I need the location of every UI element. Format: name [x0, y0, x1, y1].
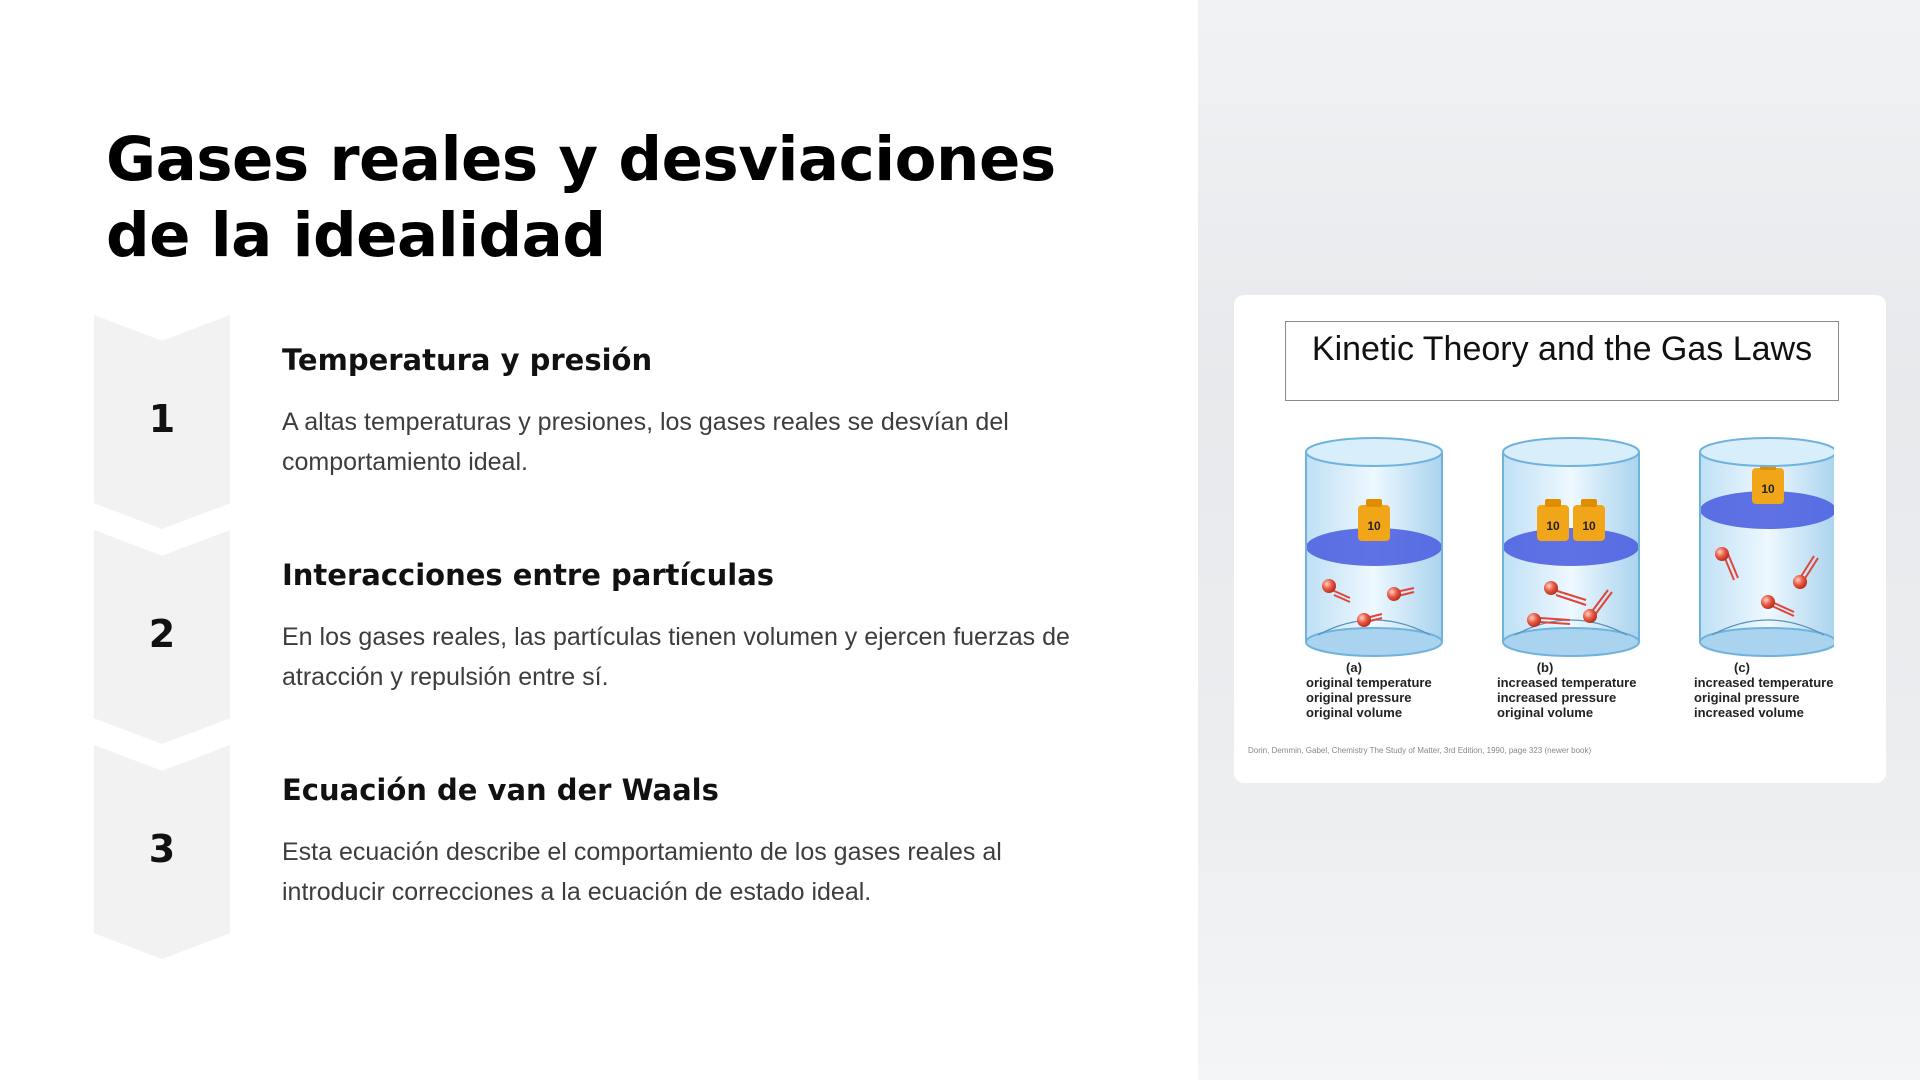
panel-c-line3: increased volume	[1694, 705, 1804, 720]
weight-label: 10	[1761, 482, 1775, 496]
weight-label: 10	[1582, 519, 1596, 533]
step-1-number: 1	[148, 397, 176, 441]
cylinder-c	[1700, 438, 1834, 656]
cylinders-illustration	[1294, 430, 1834, 660]
panel-a-line2: original pressure	[1306, 690, 1412, 705]
panel-a-line3: original volume	[1306, 705, 1403, 720]
cylinder-a	[1306, 438, 1442, 656]
step-1-description: A altas temperaturas y presiones, los gases reales se desvían del comportamiento ideal.	[282, 408, 1009, 476]
panel-c-line1: increased temperature	[1694, 675, 1834, 690]
step-1-title: Temperatura y presión	[282, 343, 653, 377]
step-3-number: 3	[148, 827, 176, 871]
panel-a-label: (a)	[1346, 660, 1362, 675]
panel-b-line2: increased pressure	[1497, 690, 1617, 705]
panel-c-line2: original pressure	[1694, 690, 1800, 705]
step-3-description: Esta ecuación describe el comportamiento de los gases reales al introducir correcciones a la ecuación de estado ideal.	[282, 838, 1002, 906]
step-2-description: En los gases reales, las partículas tienen volumen y ejercen fuerzas de atracción y repulsión entre sí.	[282, 623, 1070, 691]
panel-b-line1: increased temperature	[1497, 675, 1637, 690]
weight-label: 10	[1546, 519, 1560, 533]
panel-b-line3: original volume	[1497, 705, 1594, 720]
figure-title-box	[1285, 321, 1839, 401]
figure-credit: Dorin, Demmin, Gabel, Chemistry The Study of Matter, 3rd Edition, 1990, page 323 (newer book)	[1248, 746, 1592, 755]
step-3-title: Ecuación de van der Waals	[282, 773, 719, 807]
panel-b-label: (b)	[1536, 660, 1554, 675]
weight-label: 10	[1367, 519, 1381, 533]
slide-title: Gases reales y desviaciones de la idealidad	[106, 124, 1056, 271]
panel-a-caption	[1306, 660, 1486, 720]
gas-laws-figure	[1234, 295, 1886, 783]
step-2-number: 2	[148, 612, 176, 656]
cylinder-b	[1503, 438, 1639, 656]
weight-icon	[1537, 499, 1569, 541]
panel-a-line1: original temperature	[1306, 675, 1432, 690]
weight-icon	[1573, 499, 1605, 541]
steps-list	[94, 315, 1094, 965]
figure-title: Kinetic Theory and the Gas Laws	[1311, 330, 1813, 368]
panel-c-label: (c)	[1734, 660, 1750, 675]
step-2-title: Interacciones entre partículas	[282, 558, 775, 592]
weight-icon	[1358, 499, 1390, 541]
weight-icon	[1752, 462, 1784, 504]
panel-c-caption	[1694, 660, 1874, 720]
panel-b-caption	[1497, 660, 1677, 720]
